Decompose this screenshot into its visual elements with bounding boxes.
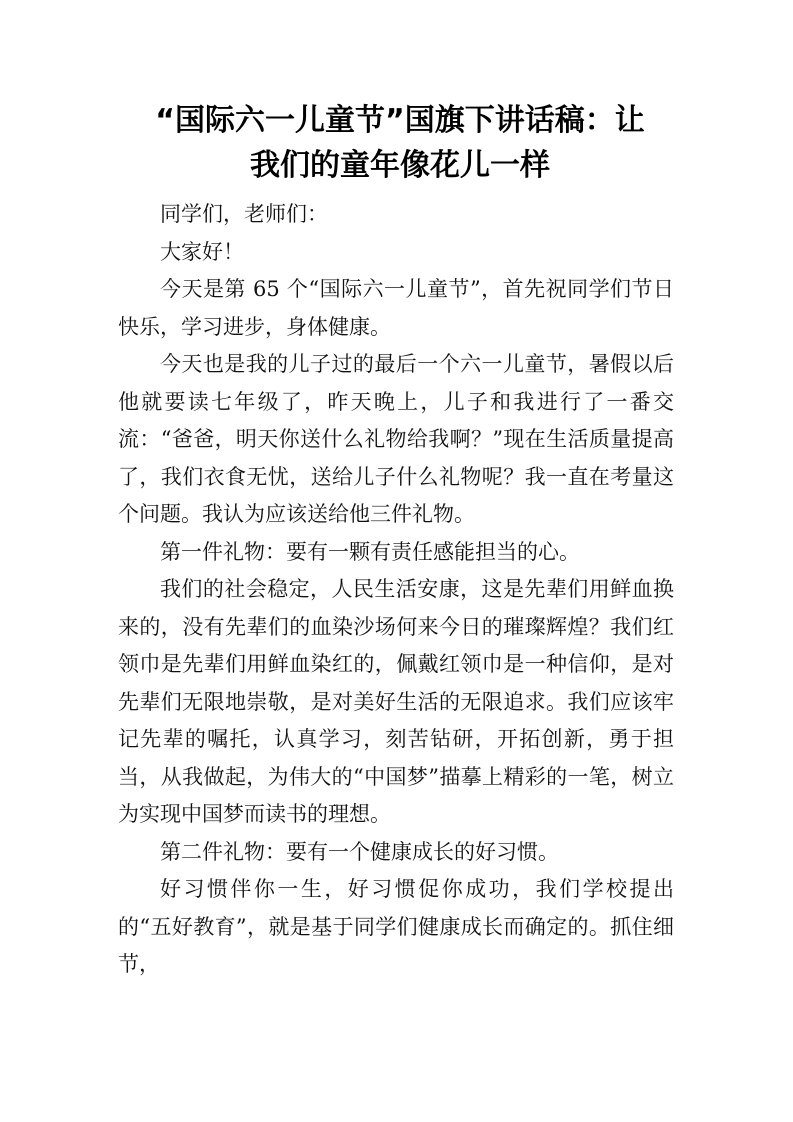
title-line-2: 我们的童年像花儿一样 [250, 148, 550, 183]
paragraph-greeting: 大家好！ [160, 239, 244, 264]
document-body [118, 196, 674, 984]
paragraph-salutation: 同学们，老师们： [160, 202, 328, 226]
paragraph-gift-one-heading: 第一件礼物：要有一颗有责任感能担当的心。 [160, 539, 580, 564]
paragraph-gift-one-body: 我们的社会稳定，人民生活安康，这是先辈们用鲜血换来的，没有先辈们的血染沙场何来今日的璀璨辉煌？我们红领巾是先辈们用鲜血染红的，佩戴红领巾是一种信仰，是对先辈们无限地崇敬，是对美好生活的无限追求。我们应该牢记先辈的嘱托，认真学习，刻苦钻研，开拓创新，勇于担当，从我做起，为伟大的“中国梦”描摹上精彩的一笔，树立为实现中国梦而读书的理想。 [118, 577, 674, 826]
document-title [100, 98, 700, 188]
paragraph-gift-two-body: 好习惯伴你一生，好习惯促你成功，我们学校提出的“五好教育”，就是基于同学们健康成长而确定的。抓住细节， [118, 877, 674, 976]
paragraph-intro: 今天是第 65 个“国际六一儿童节”，首先祝同学们节日快乐，学习进步，身体健康。 [118, 277, 674, 339]
title-line-1: “国际六一儿童节”国旗下讲话稿：让 [155, 103, 645, 138]
paragraph-gift-two-heading: 第二件礼物：要有一个健康成长的好习惯。 [160, 839, 559, 864]
paragraph-son-story: 今天也是我的儿子过的最后一个六一儿童节，暑假以后他就要读七年级了，昨天晚上，儿子和我进行了一番交流：“爸爸，明天你送什么礼物给我啊？”现在生活质量提高了，我们衣食无忧，送给儿子什么礼物呢？我一直在考量这个问题。我认为应该送给他三件礼物。 [118, 352, 674, 526]
